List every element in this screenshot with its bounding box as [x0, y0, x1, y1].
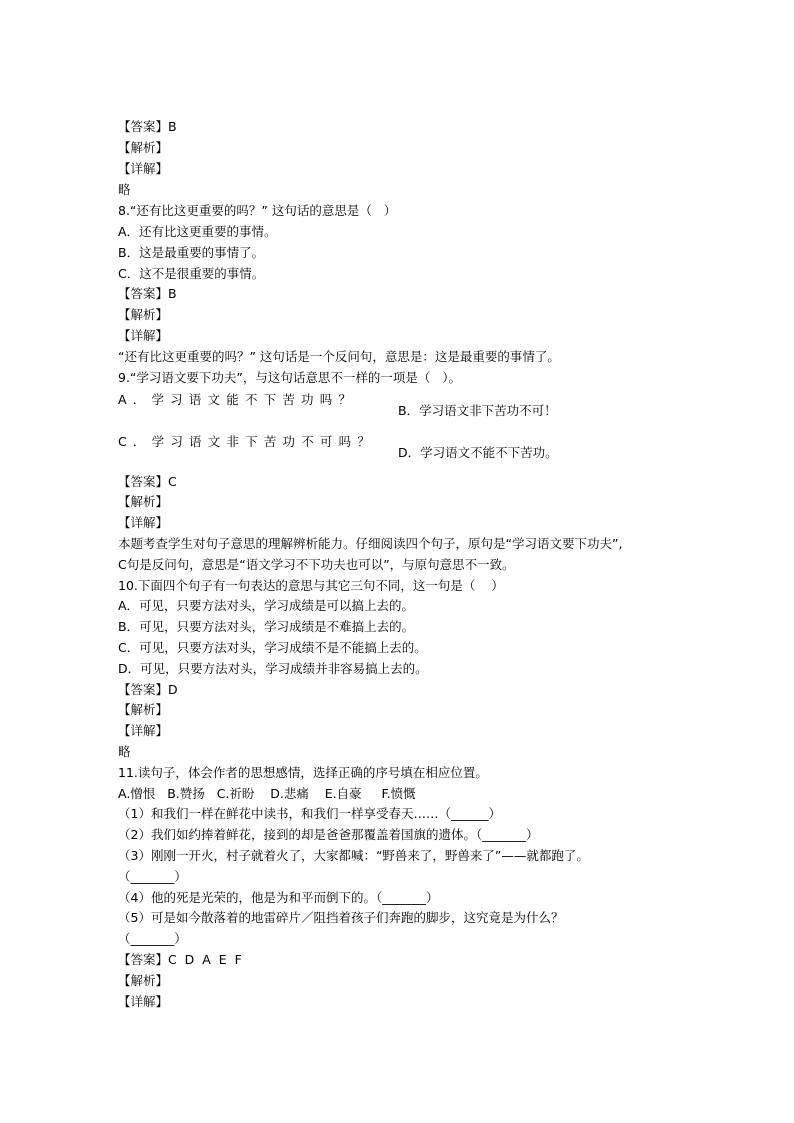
q11-item-5: （5）可是如今散落着的地雷碎片／阻挡着孩子们奔跑的脚步，这究竟是为什么？ [118, 910, 564, 925]
answer-label: 【答案】C [118, 474, 177, 489]
detail-label: 【详解】 [118, 161, 169, 176]
answer-label: 【答案】D [118, 682, 178, 697]
q10-option-c: C．可见，只要方法对头，学习成绩不是不能搞上去的。 [118, 640, 427, 655]
detail-text: 略 [118, 744, 131, 759]
question-11: 11.读句子，体会作者的思想感情，选择正确的序号填在相应位置。 [118, 765, 488, 780]
analysis-label: 【解析】 [118, 140, 169, 155]
q11-item-4: （4）他的死是光荣的，他是为和平而倒下的。（_______） [118, 890, 439, 905]
analysis-label: 【解析】 [118, 702, 169, 717]
answer-label: 【答案】C D A E F [118, 952, 242, 967]
detail-label: 【详解】 [118, 994, 169, 1009]
detail-text: C句是反问句，意思是“语文学习不下功夫也可以”，与原句意思不一致。 [118, 557, 515, 572]
question-10: 10.下面四个句子有一句表达的意思与其它三句不同，这一句是（ ） [118, 578, 504, 593]
q9-option-c: C．学习语文非下苦功不可吗？ [118, 434, 377, 449]
q9-option-a: A．学习语文能不下苦功吗？ [118, 392, 358, 407]
q11-item-5-blank: （_______） [118, 931, 187, 946]
q8-option-b: B．这是最重要的事情了。 [118, 245, 265, 260]
detail-text: 略 [118, 182, 131, 197]
analysis-label: 【解析】 [118, 307, 169, 322]
q10-option-d: D．可见，只要方法对头，学习成绩并非容易搞上去的。 [118, 661, 428, 676]
q8-option-a: A．还有比这更重要的事情。 [118, 224, 277, 239]
q10-option-b: B．可见，只要方法对头，学习成绩是不难搞上去的。 [118, 619, 415, 634]
q11-item-3: （3）刚刚一开火，村子就着火了，大家都喊：“野兽来了，野兽来了”——就都跑了。 [118, 848, 589, 863]
question-8: 8.“还有比这更重要的吗？” 这句话的意思是（ ） [118, 203, 397, 218]
detail-text: “还有比这更重要的吗？” 这句话是一个反问句，意思是：这是最重要的事情了。 [118, 349, 560, 364]
q10-option-a: A．可见，只要方法对头，学习成绩是可以搞上去的。 [118, 598, 415, 613]
analysis-label: 【解析】 [118, 494, 169, 509]
question-9: 9.“学习语文要下功夫”，与这句话意思不一样的一项是（ ）。 [118, 370, 462, 385]
q11-item-1: （1）和我们一样在鲜花中读书，和我们一样享受春天……（______） [118, 806, 501, 821]
q8-option-c: C．这不是很重要的事情。 [118, 266, 265, 281]
detail-label: 【详解】 [118, 723, 169, 738]
q11-item-2: （2）我们如约捧着鲜花，接到的却是爸爸那覆盖着国旗的遗体。（_______） [118, 827, 539, 842]
detail-label: 【详解】 [118, 328, 169, 343]
q11-choices: A.憎恨 B.赞扬 C.祈盼 D.悲痛 E.自豪 F.愤慨 [118, 786, 416, 801]
answer-label: 【答案】B [118, 286, 177, 301]
detail-label: 【详解】 [118, 515, 169, 530]
detail-text: 本题考查学生对句子意思的理解辨析能力。仔细阅读四个句子，原句是“学习语文要下功夫”, [118, 536, 623, 551]
q9-option-b: B．学习语文非下苦功不可！ [398, 403, 557, 418]
q11-item-3-blank: （_______） [118, 869, 187, 884]
analysis-label: 【解析】 [118, 973, 169, 988]
q9-option-d: D．学习语文不能不下苦功。 [398, 445, 558, 460]
answer-label: 【答案】B [118, 119, 177, 134]
